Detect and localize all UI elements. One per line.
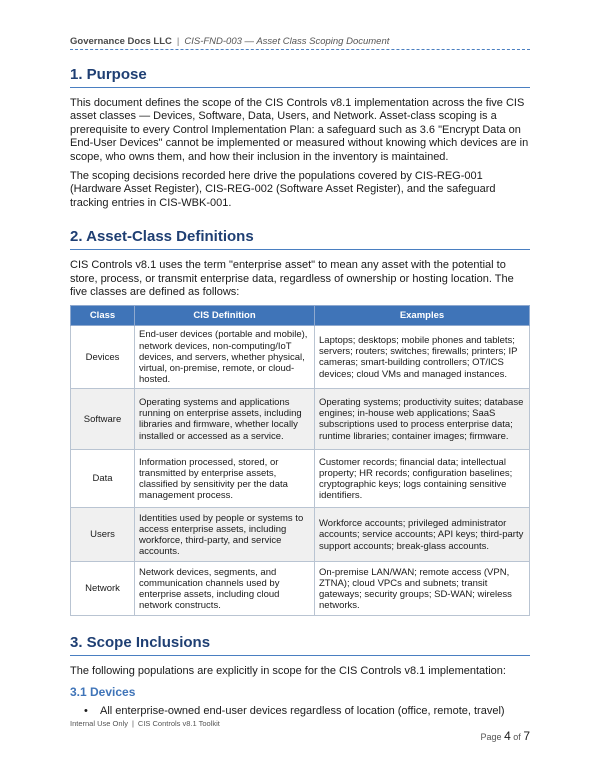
header-separator: | (176, 36, 180, 47)
definition-cell: Information processed, stored, or transmitted by enterprise assets, classified by sensitivity per the data management process. (135, 450, 315, 508)
class-cell: Network (71, 562, 135, 616)
page-label: Page (480, 732, 502, 742)
table-header-row (71, 306, 530, 326)
column-header-definition: CIS Definition (135, 306, 315, 326)
class-cell: Users (71, 508, 135, 562)
class-cell: Devices (71, 326, 135, 389)
footer-left (70, 719, 220, 728)
table-row (71, 389, 530, 450)
devices-bullet-list (70, 705, 530, 718)
page-current: 4 (504, 729, 511, 743)
definition-cell: Operating systems and applications running on enterprise assets, including libraries and firmware, whether locally installed or accessed as a service. (135, 389, 315, 450)
page-of-label: of (513, 732, 521, 742)
page-content (70, 66, 530, 718)
table-row (71, 508, 530, 562)
examples-cell: Laptops; desktops; mobile phones and tablets; servers; routers; switches; firewalls; printers; IP cameras; smart-building controllers; OT/ICS devices; cloud VMs and managed instances. (315, 326, 530, 389)
table-row (71, 562, 530, 616)
bullet-icon: • (84, 704, 88, 717)
examples-cell: On-premise LAN/WAN; remote access (VPN, ZTNA); cloud VPCs and subnets; transit gateways; security groups; SD-WAN; wireless networks. (315, 562, 530, 616)
examples-cell: Workforce accounts; privileged administrator accounts; service accounts; API keys; third-party support accounts; break-glass accounts. (315, 508, 530, 562)
column-header-class: Class (71, 306, 135, 326)
table-row (71, 326, 530, 389)
examples-cell: Operating systems; productivity suites; database engines; in-house web applications; SaaS subscriptions used to process enterprise data; runtime libraries; container images; firmware. (315, 389, 530, 450)
table-row (71, 450, 530, 508)
subsection-heading-devices: 3.1 Devices (70, 684, 136, 699)
inclusions-intro: The following populations are explicitly in scope for the CIS Controls v8.1 implementation: (70, 665, 506, 678)
purpose-paragraph-2: The scoping decisions recorded here drive the populations covered by CIS-REG-001 (Hardware Asset Register), CIS-REG-002 (Software Asset Register), and the safeguard tracking entries in CIS-WBK-001. (70, 170, 496, 209)
definition-cell: End-user devices (portable and mobile), network devices, non-computing/IoT devices, and servers, whether physical, virtual, on-premise, remote, or cloud-hosted. (135, 326, 315, 389)
header-doc-title: CIS-FND-003 — Asset Class Scoping Document (184, 36, 390, 47)
definition-cell: Identities used by people or systems to access enterprise assets, including workforce, third-party, and service accounts. (135, 508, 315, 562)
footer-separator: | (131, 719, 134, 728)
asset-class-table (70, 305, 530, 616)
page-total: 7 (523, 729, 530, 743)
class-cell: Software (71, 389, 135, 450)
header-rule (70, 49, 530, 50)
section-heading-purpose: 1. Purpose (70, 66, 530, 88)
list-item (70, 705, 530, 718)
definitions-intro: CIS Controls v8.1 uses the term "enterprise asset" to mean any asset with the potential to store, process, or transmit enterprise data, regardless of ownership or hosting location. The five classes are defined as follows: (70, 259, 514, 299)
footer-toolkit: CIS Controls v8.1 Toolkit (137, 719, 220, 728)
footer-classification: Internal Use Only (70, 719, 128, 728)
section-heading-definitions: 2. Asset-Class Definitions (70, 228, 530, 250)
definition-cell: Network devices, segments, and communication channels used by enterprise assets, including cloud network constructs. (135, 562, 315, 616)
examples-cell: Customer records; financial data; intellectual property; HR records; configuration baselines; cryptographic keys; logs containing sensitive identifiers. (315, 450, 530, 508)
section-heading-inclusions: 3. Scope Inclusions (70, 634, 530, 656)
list-item-text: All enterprise-owned end-user devices regardless of location (office, remote, travel) (100, 704, 505, 717)
class-cell: Data (71, 450, 135, 508)
header-org: Governance Docs LLC (70, 36, 172, 47)
column-header-examples: Examples (315, 306, 530, 326)
page-number (481, 729, 530, 743)
purpose-paragraph-1: This document defines the scope of the CIS Controls v8.1 implementation across the five CIS asset classes — Devices, Software, Data, Users, and Network. Asset-class scoping is a prerequisite to every Control Implementation Plan: a safeguard such as 3.6 "Encrypt Data on End-User Devices" cannot be implemented or measured without knowing which devices are in scope, who owns them, and how their inclusion in the inventory is maintained. (70, 97, 529, 163)
page-header (70, 36, 530, 47)
